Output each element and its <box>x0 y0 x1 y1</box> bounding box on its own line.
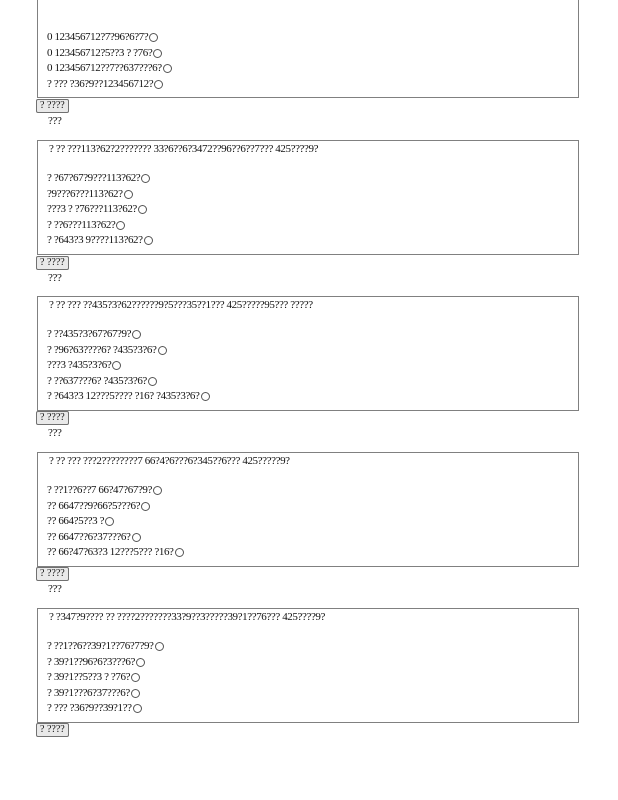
question-box-4 <box>37 452 579 567</box>
radio-button[interactable] <box>136 658 145 667</box>
radio-button[interactable] <box>132 330 141 339</box>
option-3-5[interactable]: ? ?643?3 12???5???? ?16? ?435?3?6? <box>47 389 210 405</box>
question-title-3: ? ?? ??? ??435?3?62??????9?5???35??1??? 425?????95??? ????? <box>49 299 313 311</box>
radio-button[interactable] <box>131 689 140 698</box>
question-box-1 <box>37 0 579 98</box>
question-box-5 <box>37 608 579 723</box>
submit-button-1[interactable]: ? ???? <box>36 99 69 113</box>
question-title-5: ? ?347?9???? ?? ????2???????33?9??3?????39?1??76??? 425????9? <box>49 611 326 623</box>
option-3-2[interactable]: ? ?96?63????6? ?435?3?6? <box>47 343 210 359</box>
option-1-2[interactable]: 0 123456712?5??3 ? ?76? <box>47 46 172 62</box>
option-5-1[interactable]: ? ??1??6??39?1??76?7?9? <box>47 639 164 655</box>
result-text-4: ??? <box>48 583 62 595</box>
result-text-1: ??? <box>48 115 62 127</box>
radio-button[interactable] <box>148 377 157 386</box>
radio-button[interactable] <box>153 486 162 495</box>
radio-button[interactable] <box>141 502 150 511</box>
option-2-3[interactable]: ???3 ? ?76???113?62? <box>47 202 153 218</box>
radio-button[interactable] <box>138 205 147 214</box>
submit-button-3[interactable]: ? ???? <box>36 411 69 425</box>
submit-button-2[interactable]: ? ???? <box>36 256 69 270</box>
option-4-2[interactable]: ?? 6647??9?66?5???6? <box>47 499 184 515</box>
option-4-5[interactable]: ?? 66?47?63?3 12???5??? ?16? <box>47 545 184 561</box>
submit-button-5[interactable]: ? ???? <box>36 723 69 737</box>
option-5-3[interactable]: ? 39?1??5??3 ? ?76? <box>47 670 164 686</box>
option-5-5[interactable]: ? ??? ?36?9??39?1?? <box>47 701 164 717</box>
option-2-4[interactable]: ? ??6???113?62? <box>47 218 153 234</box>
option-5-4[interactable]: ? 39?1???6?37???6? <box>47 686 164 702</box>
question-box-3 <box>37 296 579 411</box>
radio-button[interactable] <box>124 190 133 199</box>
option-4-1[interactable]: ? ??1??6??7 66?47?67?9? <box>47 483 184 499</box>
radio-button[interactable] <box>105 517 114 526</box>
radio-button[interactable] <box>154 80 163 89</box>
submit-button-4[interactable]: ? ???? <box>36 567 69 581</box>
radio-button[interactable] <box>175 548 184 557</box>
result-text-3: ??? <box>48 427 62 439</box>
radio-button[interactable] <box>116 221 125 230</box>
question-box-2 <box>37 140 579 255</box>
option-2-5[interactable]: ? ?643?3 9????113?62? <box>47 233 153 249</box>
option-2-2[interactable]: ?9???6???113?62? <box>47 187 153 203</box>
option-5-2[interactable]: ? 39?1??96?6?3???6? <box>47 655 164 671</box>
radio-button[interactable] <box>131 673 140 682</box>
option-4-4[interactable]: ?? 6647??6?37???6? <box>47 530 184 546</box>
option-3-3[interactable]: ???3 ?435?3?6? <box>47 358 210 374</box>
radio-button[interactable] <box>149 33 158 42</box>
radio-button[interactable] <box>153 49 162 58</box>
radio-button[interactable] <box>141 174 150 183</box>
radio-button[interactable] <box>163 64 172 73</box>
result-text-2: ??? <box>48 272 62 284</box>
option-1-1[interactable]: 0 123456712?7?96?6?7? <box>47 30 172 46</box>
radio-button[interactable] <box>158 346 167 355</box>
option-1-4[interactable]: ? ??? ?36?9??123456712? <box>47 77 172 93</box>
option-3-4[interactable]: ? ??637???6? ?435?3?6? <box>47 374 210 390</box>
radio-button[interactable] <box>201 392 210 401</box>
radio-button[interactable] <box>155 642 164 651</box>
radio-button[interactable] <box>112 361 121 370</box>
option-1-3[interactable]: 0 123456712??7??637???6? <box>47 61 172 77</box>
question-title-2: ? ?? ???113?62?2??????? 33?6??6?3472??96??6??7??? 425????9? <box>49 143 319 155</box>
option-4-3[interactable]: ?? 664?5??3 ? <box>47 514 184 530</box>
question-title-4: ? ?? ??? ???2????????7 66?4?6???6?345??6??? 425?????9? <box>49 455 290 467</box>
option-2-1[interactable]: ? ?67?67?9???113?62? <box>47 171 153 187</box>
radio-button[interactable] <box>133 704 142 713</box>
radio-button[interactable] <box>132 533 141 542</box>
option-3-1[interactable]: ? ??435?3?67?67?9? <box>47 327 210 343</box>
radio-button[interactable] <box>144 236 153 245</box>
